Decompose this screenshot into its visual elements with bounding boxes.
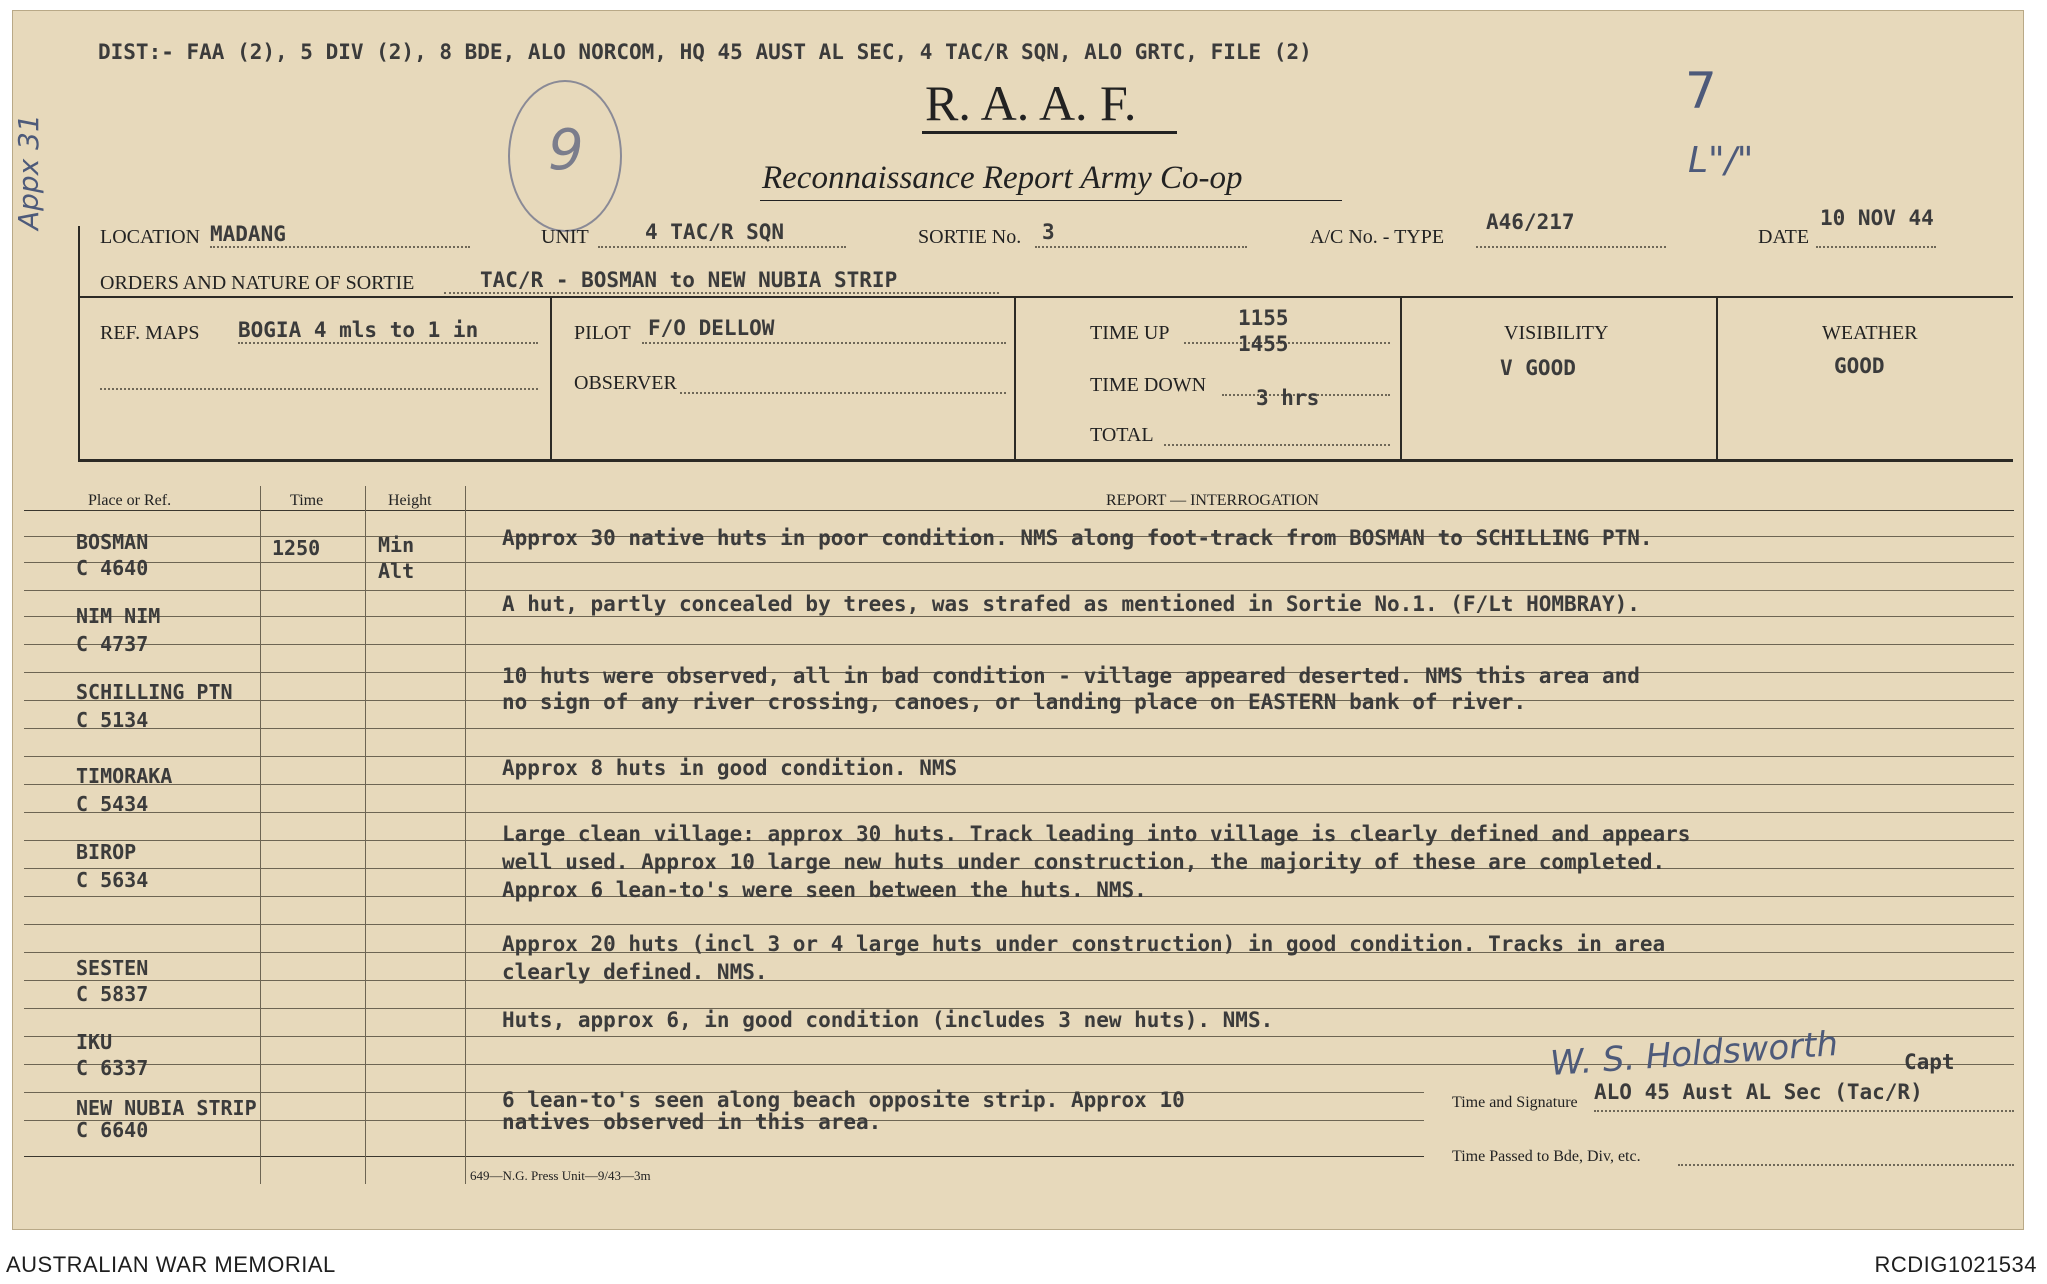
- entry-place: NEW NUBIA STRIP: [76, 1096, 257, 1120]
- entry-ref: C 4640: [76, 556, 149, 580]
- entry-place: TIMORAKA: [76, 764, 173, 788]
- ruled-line: [24, 812, 2014, 813]
- visibility-label: VISIBILITY: [1504, 322, 1609, 344]
- circled-number: 9: [548, 118, 584, 183]
- total-label: TOTAL: [1090, 424, 1154, 446]
- entry-place: SCHILLING PTN: [76, 680, 233, 704]
- corner-annotation: L"/": [1688, 140, 1754, 181]
- header-box-top: [78, 296, 2013, 298]
- ruled-line: [24, 644, 2014, 645]
- entry-report-line: Large clean village: approx 30 huts. Track leading into village is clearly defined and appears: [502, 822, 1691, 846]
- signatory-unit: ALO 45 Aust AL Sec (Tac/R): [1594, 1080, 1923, 1104]
- entry-ref: C 6640: [76, 1118, 149, 1142]
- ruled-line: [24, 616, 2014, 617]
- unit-value: 4 TAC/R SQN: [645, 220, 785, 244]
- col-header-time: Time: [290, 492, 324, 509]
- observer-label: OBSERVER: [574, 372, 677, 394]
- document-title: R. A. A. F.: [925, 75, 1137, 131]
- entry-report-line: Approx 30 native huts in poor condition. NMS along foot-track from BOSMAN to SCHILLING PTN.: [502, 526, 1653, 550]
- entry-place: NIM NIM: [76, 604, 161, 628]
- entry-report-line: 6 lean-to's seen along beach opposite strip. Approx 10: [502, 1088, 1185, 1112]
- print-note: 649—N.G. Press Unit—9/43—3m: [470, 1168, 651, 1183]
- distribution-line: DIST:- FAA (2), 5 DIV (2), 8 BDE, ALO NORCOM, HQ 45 AUST AL SEC, 4 TAC/R SQN, ALO GRTC, FILE (2): [98, 40, 1312, 64]
- ruled-line: [24, 980, 2014, 981]
- entry-ref: C 4737: [76, 632, 149, 656]
- header-box-bottom: [78, 459, 2013, 462]
- ruled-line: [24, 756, 2014, 757]
- ac-type-value: A46/217: [1486, 210, 1575, 234]
- entry-height: Min Alt: [378, 533, 415, 583]
- entry-report-line: Approx 6 lean-to's were seen between the huts. NMS.: [502, 878, 1147, 902]
- ruled-line: [24, 728, 2014, 729]
- weather-value: GOOD: [1834, 354, 1885, 378]
- sortie-label: SORTIE No.: [918, 226, 1022, 248]
- archive-credit: AUSTRALIAN WAR MEMORIAL: [6, 1252, 336, 1277]
- entry-report-line: clearly defined. NMS.: [502, 960, 768, 984]
- entry-report-line: Approx 8 huts in good condition. NMS: [502, 756, 958, 780]
- entry-report-line: Approx 20 huts (incl 3 or 4 large huts under construction) in good condition. Tracks in area: [502, 932, 1666, 956]
- ruled-line: [24, 924, 2014, 925]
- archive-reference: RCDIG1021534: [1874, 1252, 2037, 1277]
- ac-type-label: A/C No. - TYPE: [1310, 226, 1445, 248]
- time-down-value: 1455: [1238, 332, 1289, 356]
- ref-maps-label: REF. MAPS: [100, 322, 200, 344]
- document-subtitle: Reconnaissance Report Army Co-op: [762, 160, 1243, 196]
- total-value: 3 hrs: [1256, 386, 1320, 410]
- col-header-height: Height: [388, 492, 432, 509]
- time-signature-label: Time and Signature: [1452, 1094, 1578, 1111]
- location-label: LOCATION: [100, 226, 200, 248]
- orders-label: ORDERS AND NATURE OF SORTIE: [100, 272, 415, 294]
- entry-ref: C 5134: [76, 708, 149, 732]
- entry-ref: C 5434: [76, 792, 149, 816]
- margin-annotation: Appx 31: [12, 114, 45, 230]
- time-up-value: 1155: [1238, 306, 1289, 330]
- ruled-line: [24, 1156, 1424, 1157]
- entry-report-line: well used. Approx 10 large new huts under construction, the majority of these are completed.: [502, 850, 1666, 874]
- entry-ref: C 6337: [76, 1056, 149, 1080]
- ruled-line: [24, 590, 2014, 591]
- entry-report-line: no sign of any river crossing, canoes, or landing place on EASTERN bank of river.: [502, 690, 1527, 714]
- title-underline: [922, 131, 1177, 134]
- entry-report-line: A hut, partly concealed by trees, was strafed as mentioned in Sortie No.1. (F/Lt HOMBRAY).: [502, 592, 1640, 616]
- weather-label: WEATHER: [1822, 322, 1918, 344]
- entry-report-line: 10 huts were observed, all in bad condition - village appeared deserted. NMS this area and: [502, 664, 1640, 688]
- date-value: 10 NOV 44: [1820, 206, 1934, 230]
- location-value: MADANG: [210, 222, 286, 246]
- entry-report-line: natives observed in this area.: [502, 1110, 882, 1134]
- entry-place: BOSMAN: [76, 530, 149, 554]
- signatory-rank: Capt: [1904, 1050, 1955, 1074]
- col-header-place: Place or Ref.: [88, 492, 172, 509]
- time-up-label: TIME UP: [1090, 322, 1170, 344]
- time-passed-label: Time Passed to Bde, Div, etc.: [1452, 1148, 1641, 1165]
- entry-place: SESTEN: [76, 956, 149, 980]
- subtitle-underline: [760, 200, 1342, 201]
- ruled-line: [24, 562, 2014, 563]
- entry-time: 1250: [272, 536, 321, 560]
- entry-ref: C 5634: [76, 868, 149, 892]
- orders-value: TAC/R - BOSMAN to NEW NUBIA STRIP: [480, 268, 898, 292]
- pilot-value: F/O DELLOW: [648, 316, 775, 340]
- entry-place: IKU: [76, 1030, 113, 1054]
- unit-label: UNIT: [541, 226, 589, 248]
- entry-place: BIROP: [76, 840, 137, 864]
- ruled-line: [24, 510, 2014, 511]
- col-header-report: REPORT — INTERROGATION: [1106, 492, 1319, 509]
- pilot-label: PILOT: [574, 322, 631, 344]
- visibility-value: V GOOD: [1500, 356, 1576, 380]
- date-label: DATE: [1758, 226, 1810, 248]
- handwritten-signature: W. S. Holdsworth: [1548, 1023, 1840, 1085]
- ref-maps-value: BOGIA 4 mls to 1 in: [238, 318, 479, 342]
- ruled-line: [24, 784, 2014, 785]
- sortie-value: 3: [1042, 220, 1055, 244]
- time-down-label: TIME DOWN: [1090, 374, 1207, 396]
- entry-report-line: Huts, approx 6, in good condition (includes 3 new huts). NMS.: [502, 1008, 1274, 1032]
- entry-ref: C 5837: [76, 982, 149, 1006]
- corner-number: 7: [1685, 62, 1717, 120]
